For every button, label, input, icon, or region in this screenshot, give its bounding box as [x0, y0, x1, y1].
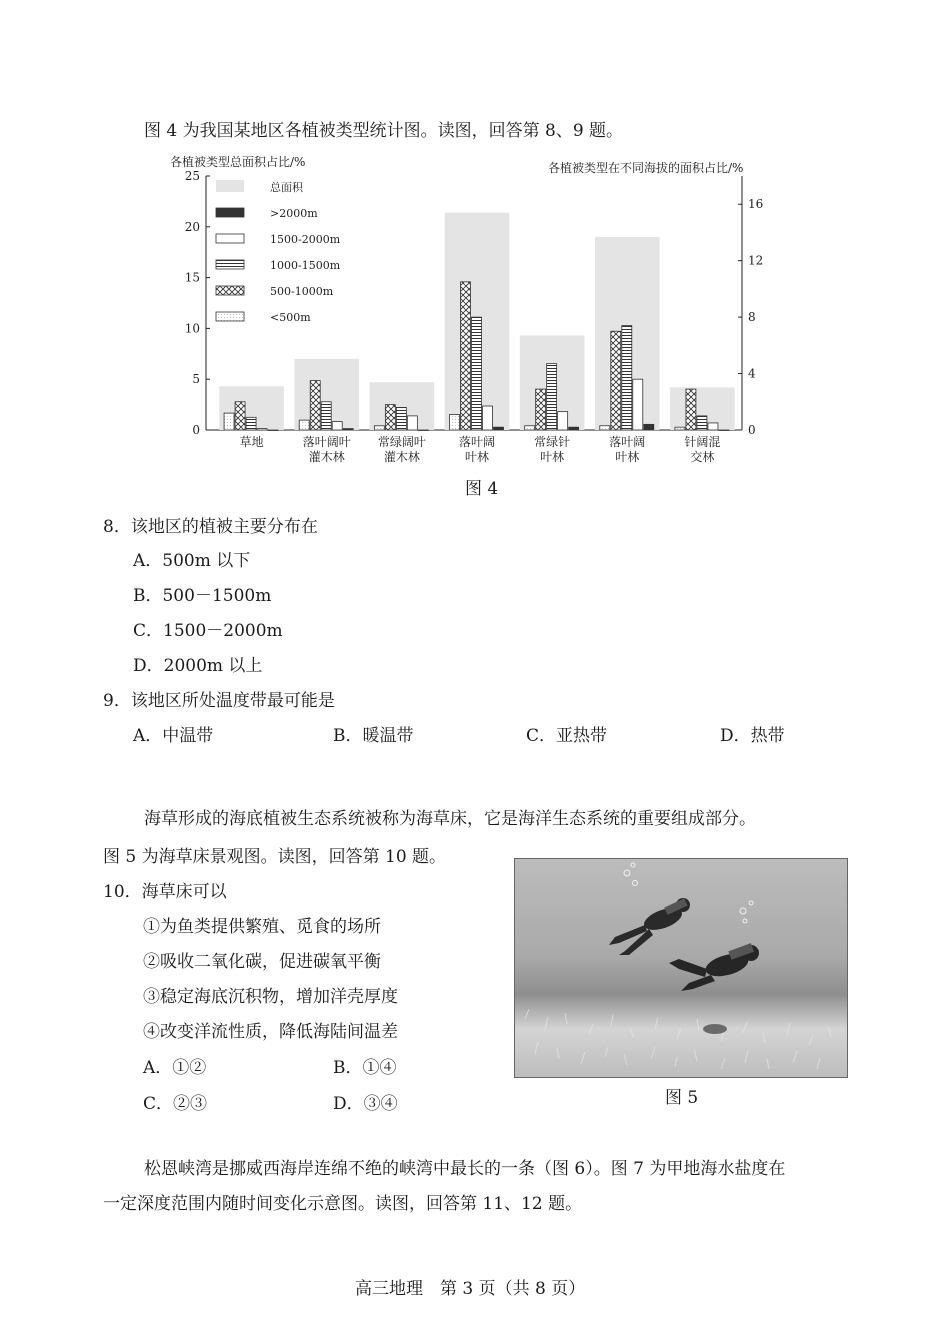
category-label: 落叶阔	[609, 435, 646, 449]
category-label: 落叶阔	[458, 435, 496, 449]
legend-label: >2000m	[270, 207, 318, 220]
altitude-bar	[268, 430, 278, 431]
category-label: 叶林	[540, 450, 565, 464]
fig5-caption: 图 5	[665, 1088, 699, 1108]
altitude-bar	[343, 429, 353, 430]
legend-label: 1000-1500m	[270, 259, 341, 272]
q10-option-b: B．①④	[333, 1058, 397, 1078]
q9-option-b: B．暖温带	[333, 726, 414, 746]
q10-option-a: A．①②	[143, 1058, 207, 1078]
altitude-bar	[321, 402, 331, 430]
category-label: 常绿针	[534, 435, 571, 449]
q10-statement-1: ①为鱼类提供繁殖、觅食的场所	[143, 917, 381, 937]
q8-stem: 8．该地区的植被主要分布在	[103, 517, 318, 537]
category-label: 草地	[239, 435, 264, 449]
left-tick-label: 0	[192, 423, 200, 437]
altitude-bar	[494, 427, 504, 430]
q10-statement-3: ③稳定海底沉积物，增加洋壳厚度	[143, 987, 398, 1007]
intro-fig4: 图 4 为我国某地区各植被类型统计图。读图，回答第 8、9 题。	[144, 121, 624, 141]
fig4-caption: 图 4	[465, 479, 499, 499]
altitude-bar	[483, 406, 493, 430]
bubbles	[624, 863, 753, 923]
page-footer: 高三地理 第 3 页（共 8 页）	[355, 1279, 586, 1299]
category-label: 灌木林	[308, 450, 345, 464]
fish	[703, 1024, 727, 1034]
legend-swatch	[216, 234, 244, 243]
q10-statement-2: ②吸收二氧化碳，促进碳氧平衡	[143, 952, 381, 972]
altitude-bar	[418, 430, 428, 431]
altitude-bar	[697, 416, 707, 430]
q9-stem: 9．该地区所处温度带最可能是	[103, 691, 335, 711]
category-label: 灌木林	[383, 450, 420, 464]
chart-plot-area	[185, 169, 764, 464]
left-tick-label: 5	[192, 372, 200, 387]
altitude-bar	[407, 416, 417, 430]
legend-swatch	[216, 180, 244, 192]
legend-swatch	[216, 312, 244, 321]
left-tick-label: 15	[184, 270, 200, 285]
legend-label: 1500-2000m	[270, 233, 341, 246]
q9-option-a: A．中温带	[133, 726, 214, 746]
q9-option-d: D．热带	[720, 726, 785, 746]
intro-fig67-line1: 松恩峡湾是挪威西海岸连绵不绝的峡湾中最长的一条（图 6）。图 7 为甲地海水盐度在	[144, 1159, 786, 1179]
altitude-bar	[611, 331, 621, 430]
diver-1	[609, 898, 690, 955]
legend-swatch	[216, 286, 244, 295]
altitude-bar	[385, 405, 395, 430]
diver-2	[669, 943, 759, 991]
legend-label: 500-1000m	[270, 285, 334, 298]
category-label: 叶林	[464, 450, 490, 464]
chart-ylabel-left: 各植被类型总面积占比/%	[170, 155, 306, 169]
altitude-bar	[450, 414, 460, 430]
q10-statement-4: ④改变洋流性质，降低海陆间温差	[143, 1022, 398, 1042]
right-tick-label: 0	[748, 423, 756, 437]
altitude-bar	[600, 426, 610, 430]
q9-option-c: C．亚热带	[526, 726, 608, 746]
altitude-bar	[224, 413, 234, 430]
intro-fig67-line2: 一定深度范围内随时间变化示意图。读图，回答第 11、12 题。	[103, 1194, 583, 1214]
altitude-bar	[686, 389, 696, 430]
altitude-bar	[558, 412, 568, 430]
right-tick-label: 4	[748, 366, 756, 381]
left-tick-label: 20	[184, 219, 200, 234]
category-label: 落叶阔叶	[302, 435, 351, 449]
right-tick-label: 12	[748, 253, 764, 268]
q8-option-a: A．500m 以下	[133, 551, 251, 571]
legend-label: 总面积	[270, 181, 303, 194]
q10-option-d: D．③④	[333, 1094, 398, 1114]
altitude-bar	[622, 326, 632, 430]
intro-fig5-line1: 海草形成的海底植被生态系统被称为海草床，它是海洋生态系统的重要组成部分。	[144, 809, 756, 829]
altitude-bar	[396, 407, 406, 430]
altitude-bar	[310, 381, 320, 430]
altitude-bar	[675, 427, 685, 430]
q10-option-c: C．②③	[143, 1094, 208, 1114]
category-label: 交林	[690, 450, 715, 464]
seagrass	[525, 1009, 831, 1069]
category-label: 叶林	[615, 450, 640, 464]
q8-option-d: D．2000m 以上	[133, 656, 263, 676]
altitude-bar	[246, 417, 256, 430]
seagrass-photo	[514, 858, 848, 1078]
altitude-bar	[569, 427, 579, 430]
chart-ylabel-right: 各植被类型在不同海拔的面积占比/%	[548, 161, 744, 175]
altitude-bar	[547, 364, 557, 430]
altitude-bar	[235, 402, 245, 430]
altitude-bar	[332, 422, 342, 430]
right-tick-label: 8	[748, 310, 756, 325]
altitude-bar	[719, 430, 729, 431]
q10-stem: 10．海草床可以	[103, 882, 227, 902]
altitude-bar	[536, 389, 546, 430]
legend-swatch	[216, 208, 244, 217]
altitude-bar	[374, 426, 384, 430]
altitude-bar	[257, 429, 267, 430]
altitude-bar	[461, 282, 471, 430]
legend-swatch	[216, 260, 244, 269]
q8-option-c: C．1500－2000m	[133, 621, 283, 641]
altitude-bar	[644, 424, 654, 430]
category-label: 针阔混	[684, 435, 721, 449]
left-tick-label: 10	[184, 321, 200, 336]
intro-fig5-line2: 图 5 为海草床景观图。读图，回答第 10 题。	[103, 847, 447, 867]
altitude-bar	[472, 317, 482, 430]
vegetation-chart	[160, 148, 810, 474]
altitude-bar	[525, 426, 535, 430]
left-tick-label: 25	[184, 169, 200, 183]
category-label: 常绿阔叶	[377, 435, 426, 449]
altitude-bar	[299, 420, 309, 430]
altitude-bar	[633, 379, 643, 430]
altitude-bar	[708, 423, 718, 430]
legend-label: <500m	[270, 311, 311, 324]
q8-option-b: B．500－1500m	[133, 586, 272, 606]
right-tick-label: 16	[748, 197, 764, 212]
